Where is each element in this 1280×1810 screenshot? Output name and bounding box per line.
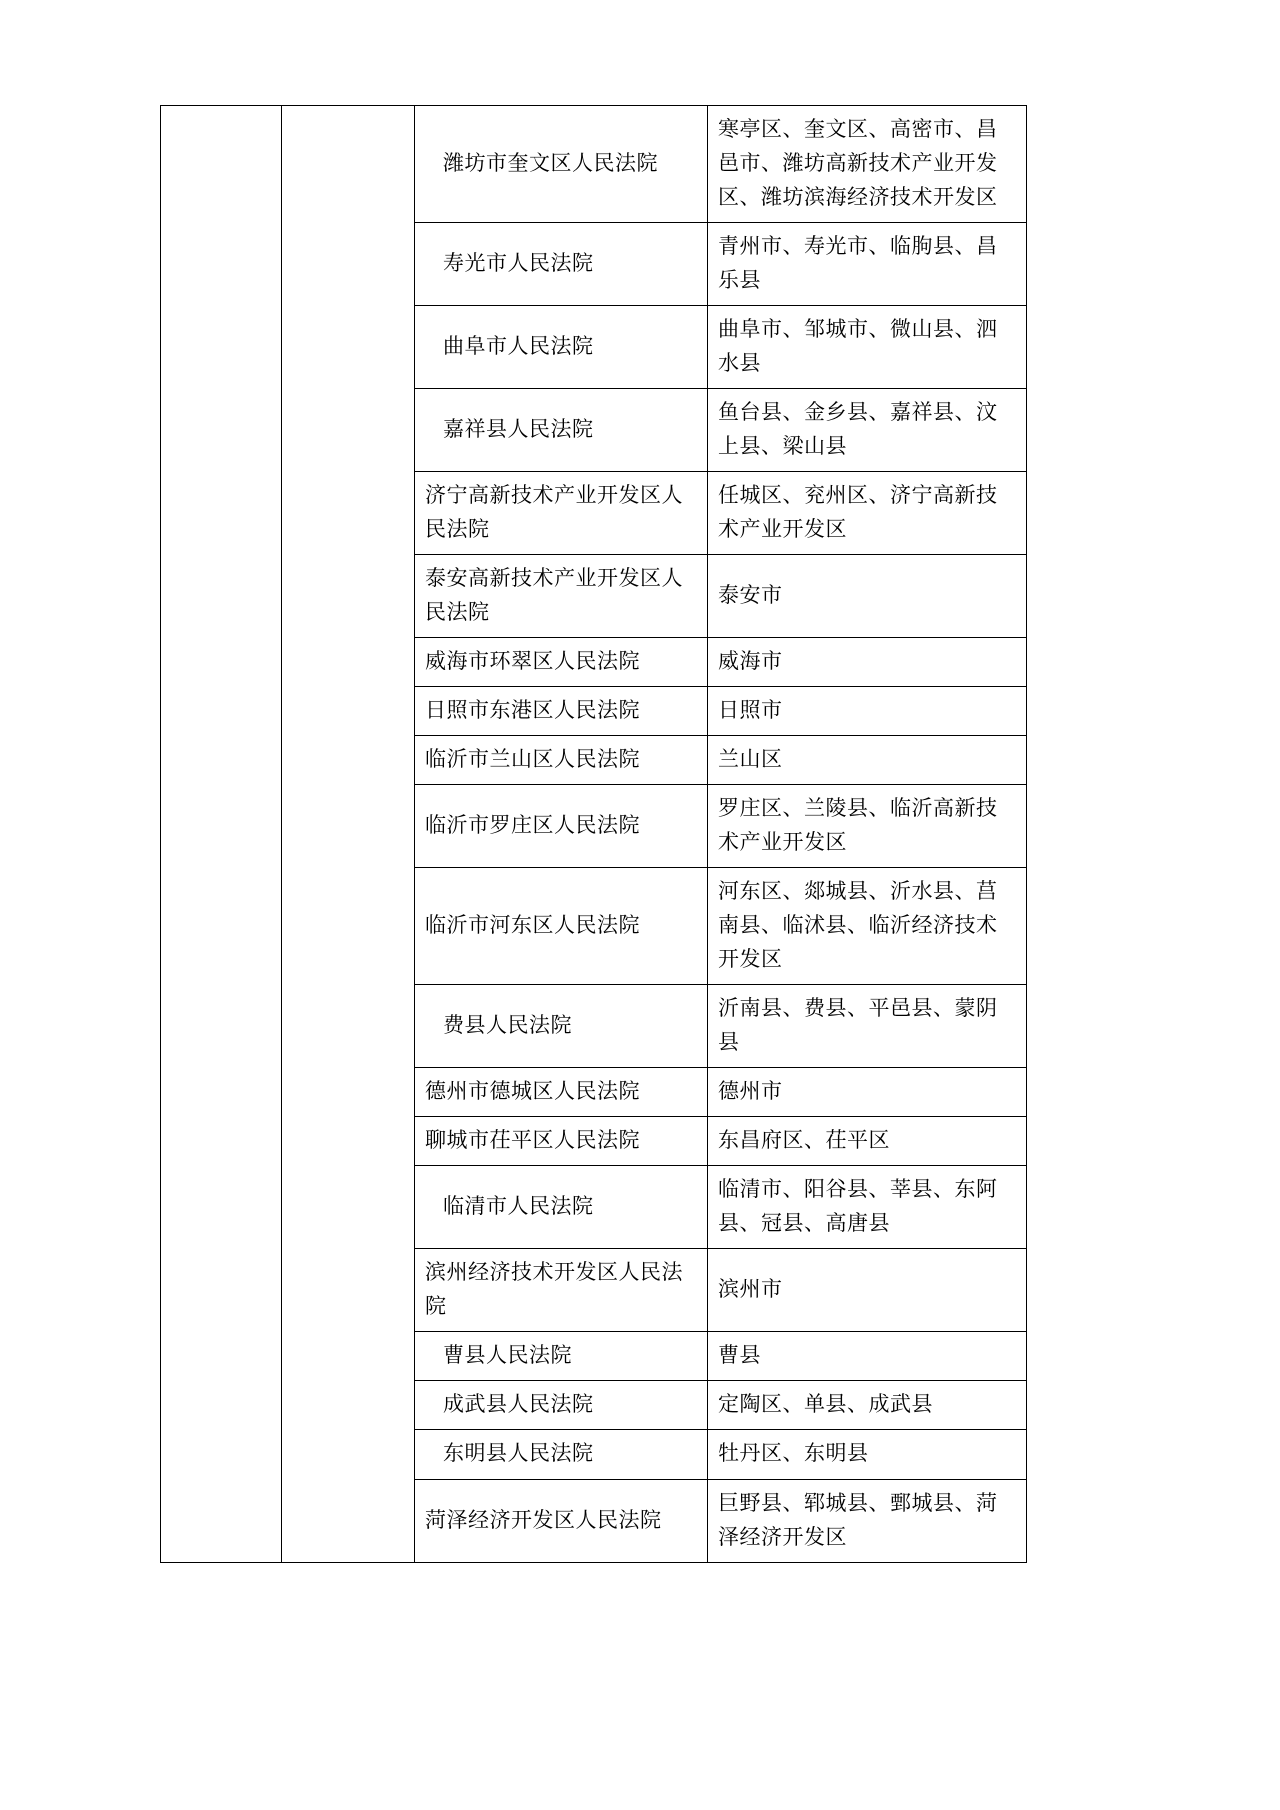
jurisdiction-region-text: 日照市 [718, 698, 783, 723]
table-cell-court-name [415, 1430, 708, 1479]
court-name-text: 菏泽经济开发区人民法院 [425, 1507, 662, 1532]
table-cell-court-name [415, 736, 708, 785]
jurisdiction-region-text: 兰山区 [718, 747, 783, 772]
table-cell-jurisdiction-region [708, 1117, 1027, 1166]
table-cell-court-name [415, 868, 708, 985]
jurisdiction-region-text: 沂南县、费县、平邑县、蒙阴县 [718, 996, 998, 1055]
court-name-text: 临清市人民法院 [443, 1194, 594, 1219]
table-cell-court-name [415, 985, 708, 1068]
jurisdiction-region-text: 定陶区、单县、成武县 [718, 1392, 933, 1417]
table-cell-jurisdiction-region [708, 1479, 1027, 1562]
table-cell-jurisdiction-region [708, 1332, 1027, 1381]
jurisdiction-region-text: 曹县 [718, 1343, 761, 1368]
table-cell-jurisdiction-region [708, 785, 1027, 868]
court-name-text: 潍坊市奎文区人民法院 [443, 151, 658, 176]
jurisdiction-region-text: 滨州市 [718, 1277, 783, 1302]
jurisdiction-region-text: 罗庄区、兰陵县、临沂高新技术产业开发区 [718, 796, 998, 855]
table-cell-jurisdiction-region [708, 868, 1027, 985]
jurisdiction-region-text: 东昌府区、茌平区 [718, 1128, 890, 1153]
court-name-text: 日照市东港区人民法院 [425, 698, 640, 723]
table-cell-jurisdiction-region [708, 687, 1027, 736]
table-cell-court-name [415, 1381, 708, 1430]
jurisdiction-region-text: 寒亭区、奎文区、高密市、昌邑市、潍坊高新技术产业开发区、潍坊滨海经济技术开发区 [718, 117, 998, 210]
table-cell-court-name [415, 472, 708, 555]
jurisdiction-region-text: 巨野县、郓城县、鄄城县、菏泽经济开发区 [718, 1490, 998, 1549]
table-row [161, 106, 1027, 223]
jurisdiction-table [160, 105, 1027, 1563]
table-cell-court-name [415, 223, 708, 306]
jurisdiction-region-text: 曲阜市、邹城市、微山县、泗水县 [718, 317, 998, 376]
table-cell-jurisdiction-region [708, 638, 1027, 687]
table-cell-court-name [415, 106, 708, 223]
court-name-text: 临沂市罗庄区人民法院 [425, 813, 640, 838]
table-cell-jurisdiction-region [708, 555, 1027, 638]
court-name-text: 寿光市人民法院 [443, 251, 594, 276]
table-cell-jurisdiction-region [708, 1249, 1027, 1332]
jurisdiction-region-text: 临清市、阳谷县、莘县、东阿县、冠县、高唐县 [718, 1177, 998, 1236]
court-name-text: 聊城市茌平区人民法院 [425, 1128, 640, 1153]
court-name-text: 曹县人民法院 [443, 1343, 572, 1368]
jurisdiction-region-text: 威海市 [718, 649, 783, 674]
table-cell-court-name [415, 1117, 708, 1166]
jurisdiction-region-text: 青州市、寿光市、临朐县、昌乐县 [718, 234, 998, 293]
table-cell-jurisdiction-region [708, 1068, 1027, 1117]
jurisdiction-region-text: 泰安市 [718, 583, 783, 608]
table-cell-court-name [415, 306, 708, 389]
court-name-text: 滨州经济技术开发区人民法院 [425, 1260, 683, 1319]
table-cell-group-column [161, 106, 282, 1563]
table-cell-jurisdiction-region [708, 1166, 1027, 1249]
jurisdiction-region-text: 任城区、兖州区、济宁高新技术产业开发区 [718, 483, 998, 542]
table-cell-jurisdiction-region [708, 1430, 1027, 1479]
court-name-text: 泰安高新技术产业开发区人民法院 [425, 566, 683, 625]
table-cell-court-name [415, 1068, 708, 1117]
table-cell-court-name [415, 1479, 708, 1562]
court-name-text: 东明县人民法院 [443, 1441, 594, 1466]
table-cell-jurisdiction-region [708, 472, 1027, 555]
court-name-text: 临沂市河东区人民法院 [425, 913, 640, 938]
jurisdiction-region-text: 鱼台县、金乡县、嘉祥县、汶上县、梁山县 [718, 400, 998, 459]
table-cell-court-name [415, 1249, 708, 1332]
table-body [161, 106, 1027, 1563]
table-cell-court-name [415, 638, 708, 687]
table-cell-jurisdiction-region [708, 306, 1027, 389]
table-cell-court-name [415, 389, 708, 472]
table-cell-court-name [415, 1166, 708, 1249]
table-cell-jurisdiction-region [708, 223, 1027, 306]
table-cell-jurisdiction-region [708, 1381, 1027, 1430]
table-cell-court-name [415, 687, 708, 736]
jurisdiction-table-wrapper [160, 105, 998, 1563]
table-cell-subgroup-column [282, 106, 415, 1563]
court-name-text: 济宁高新技术产业开发区人民法院 [425, 483, 683, 542]
court-name-text: 曲阜市人民法院 [443, 334, 594, 359]
court-name-text: 临沂市兰山区人民法院 [425, 747, 640, 772]
jurisdiction-region-text: 牡丹区、东明县 [718, 1441, 869, 1466]
table-cell-jurisdiction-region [708, 736, 1027, 785]
table-cell-court-name [415, 785, 708, 868]
table-cell-court-name [415, 555, 708, 638]
court-name-text: 嘉祥县人民法院 [443, 417, 594, 442]
court-name-text: 成武县人民法院 [443, 1392, 594, 1417]
jurisdiction-region-text: 河东区、郯城县、沂水县、莒南县、临沭县、临沂经济技术开发区 [718, 879, 998, 972]
table-cell-court-name [415, 1332, 708, 1381]
court-name-text: 威海市环翠区人民法院 [425, 649, 640, 674]
jurisdiction-region-text: 德州市 [718, 1079, 783, 1104]
table-cell-jurisdiction-region [708, 389, 1027, 472]
table-cell-jurisdiction-region [708, 106, 1027, 223]
court-name-text: 德州市德城区人民法院 [425, 1079, 640, 1104]
court-name-text: 费县人民法院 [443, 1013, 572, 1038]
table-cell-jurisdiction-region [708, 985, 1027, 1068]
